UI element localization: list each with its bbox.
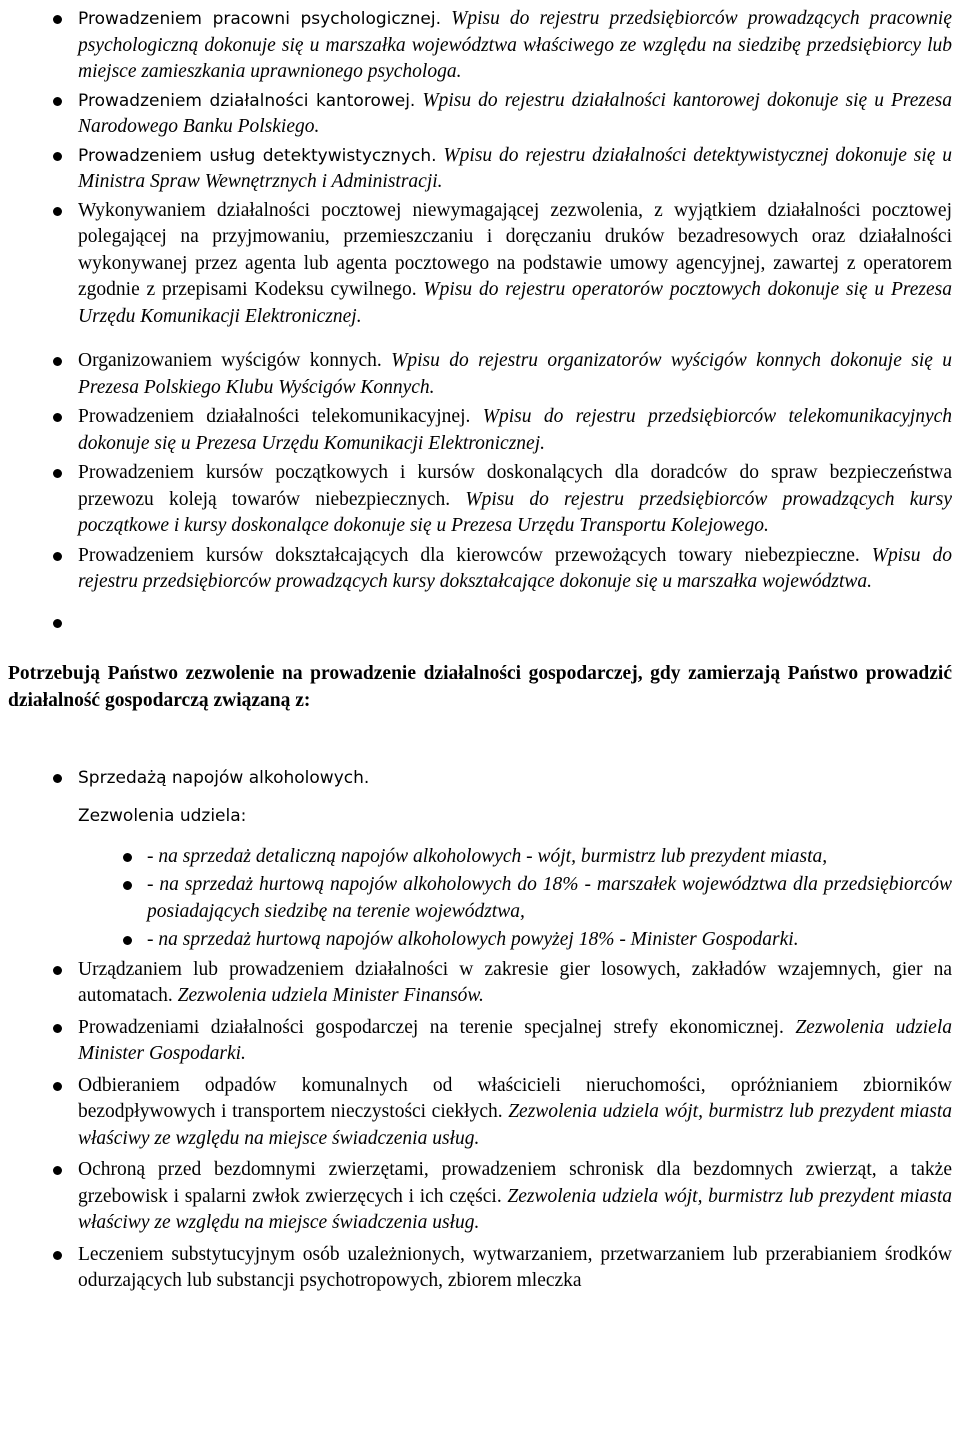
item-info: Wpisu do rejestru operatorów pocztowych dokonuje się u Prezesa Urzędu Komunikacji Elektronicznej. (78, 279, 952, 327)
item-info: Wpisu do rejestru działalności detektywistycznej dokonuje się u Ministra Spraw Wewnętrznych i Administracji. (78, 144, 953, 192)
list-item (78, 957, 952, 1010)
bullet-icon (53, 774, 62, 783)
alcohol-sublist (0, 844, 960, 954)
item-info: Wpisu do rejestru przedsiębiorców prowadzących pracownię psychologiczną dokonuje się u marszałka województwa właściwego ze względu na siedzibę przedsiębiorcy lub miejsce zamieszkania uprawnionego psychologa. (78, 8, 953, 82)
item-lead: Leczeniem substytucyjnym osób uzależnionych, wytwarzaniem, przetwarzaniem lub przerabianiem środków odurzających lub substancji psychotropowych, zbiorem mleczka (78, 1243, 952, 1291)
item-info: Wpisu do rejestru przedsiębiorców prowadzących kursy początkowe i kursy doskonalące dokonuje się u Prezesa Urzędu Transportu Kolejowego. (78, 488, 952, 536)
list-item (78, 143, 952, 196)
item-info: Wpisu do rejestru przedsiębiorców telekomunikacyjnych dokonuje się u Prezesa Urzędu Komunikacji Elektronicznej. (78, 406, 953, 454)
item-info: Zezwolenia udziela wójt, burmistrz lub prezydent miasta właściwy ze względu na miejsce świadczenia usług. (78, 1185, 953, 1233)
bullet-icon (53, 207, 62, 216)
bullet-icon (53, 619, 62, 628)
list-item (78, 1157, 952, 1237)
list-item (78, 404, 952, 457)
bullet-icon (123, 853, 132, 862)
bullet-icon (123, 936, 132, 945)
subitem-text: - na sprzedaż hurtową napojów alkoholowych powyżej 18% - Minister Gospodarki. (147, 929, 799, 950)
bullet-icon (53, 469, 62, 478)
bullet-icon (53, 1082, 62, 1091)
issuer-label: Zezwolenia udziela: (78, 806, 247, 826)
subitem-text: - na sprzedaż hurtową napojów alkoholowych do 18% - marszałek województwa dla przedsiębiorców posiadających siedzibę na terenie województwa, (147, 874, 952, 922)
list-item (78, 6, 952, 86)
item-lead: Urządzaniem lub prowadzeniem działalności w zakresie gier losowych, zakładów wzajemnych, gier na automatach. (78, 958, 952, 1006)
bullet-icon (53, 966, 62, 975)
list-item (78, 1242, 952, 1295)
bullet-icon (53, 1251, 62, 1260)
list-item-empty (78, 610, 952, 636)
item-lead: Odbieraniem odpadów komunalnych od właścicieli nieruchomości, opróżnianiem zbiorników bezodpływowych i transportem nieczystości ciekłych. (78, 1074, 952, 1122)
item-lead: Prowadzeniem kursów dokształcających dla kierowców przewożących towary niebezpieczne. (78, 544, 860, 566)
bullet-icon (53, 15, 62, 24)
item-info: Wpisu do rejestru przedsiębiorców prowadzących kursy dokształcające dokonuje się u marszałka województwa. (78, 544, 952, 592)
list-item (78, 1073, 952, 1153)
bullet-icon (53, 552, 62, 561)
item-lead: Wykonywaniem działalności pocztowej niewymagającej zezwolenia, z wyjątkiem działalności pocztowej polegającej na przyjmowaniu, przemieszczaniu i doręczaniu druków bezadresowych oraz działalności wykonywanej przez agenta lub agenta pocztowego na podstawie umowy agencyjnej, zawartej z operatorem zgodnie z przepisami Kodeksu cywilnego. (78, 199, 952, 300)
bullet-icon (53, 97, 62, 106)
bullet-icon (53, 152, 62, 161)
item-lead: Organizowaniem wyścigów konnych. (78, 350, 382, 371)
list-item (147, 872, 952, 925)
list-item (147, 927, 952, 954)
list-item (78, 543, 952, 596)
bullet-icon (53, 413, 62, 422)
item-lead: Prowadzeniem kursów początkowych i kursów doskonalących dla doradców do spraw bezpieczeństwa przewozu koleją towarów niebezpiecznych. (78, 462, 952, 510)
permit-list (0, 765, 960, 792)
permit-list-continued (0, 957, 960, 1295)
list-item (78, 460, 952, 540)
list-item (78, 348, 952, 401)
bullet-icon (53, 357, 62, 366)
item-lead: Prowadzeniami działalności gospodarczej na terenie specjalnej strefy ekonomicznej. (78, 1016, 784, 1038)
item-info: Wpisu do rejestru organizatorów wyścigów konnych dokonuje się u Prezesa Polskiego Klubu Wyścigów Konnych. (78, 350, 952, 398)
list-item (78, 1015, 952, 1068)
item-lead: Prowadzeniem działalności kantorowej. (78, 90, 416, 111)
item-lead: Prowadzeniem działalności telekomunikacyjnej. (78, 406, 471, 427)
bullet-icon (53, 1024, 62, 1033)
item-info: Zezwolenia udziela Minister Gospodarki. (78, 1016, 952, 1064)
list-item (78, 765, 952, 792)
item-lead: Sprzedażą napojów alkoholowych. (78, 767, 370, 788)
list-item (78, 198, 952, 331)
bullet-icon (53, 1166, 62, 1175)
section-heading: Potrzebują Państwo zezwolenie na prowadzenie działalności gospodarczej, gdy zamierzają Państwo prowadzić działalność gospodarczą związaną z: (8, 662, 952, 711)
list-item (78, 88, 952, 141)
registry-list (0, 6, 960, 636)
item-lead: Ochroną przed bezdomnymi zwierzętami, prowadzeniem schronisk dla bezdomnych zwierząt, a także grzebowisk i spalarni zwłok zwierzęcych i ich części. (78, 1159, 952, 1207)
item-lead: Prowadzeniem usług detektywistycznych. (78, 145, 437, 166)
item-lead: Prowadzeniem pracowni psychologicznej. (78, 9, 442, 29)
item-info: Zezwolenia udziela wójt, burmistrz lub prezydent miasta właściwy ze względu na miejsce świadczenia usług. (78, 1101, 953, 1149)
item-info: Zezwolenia udziela Minister Finansów. (177, 985, 484, 1006)
bullet-icon (123, 881, 132, 890)
subitem-text: - na sprzedaż detaliczną napojów alkoholowych - wójt, burmistrz lub prezydent miasta, (147, 845, 828, 867)
list-item (147, 844, 952, 871)
item-info: Wpisu do rejestru działalności kantorowej dokonuje się u Prezesa Narodowego Banku Polskiego. (78, 89, 952, 137)
